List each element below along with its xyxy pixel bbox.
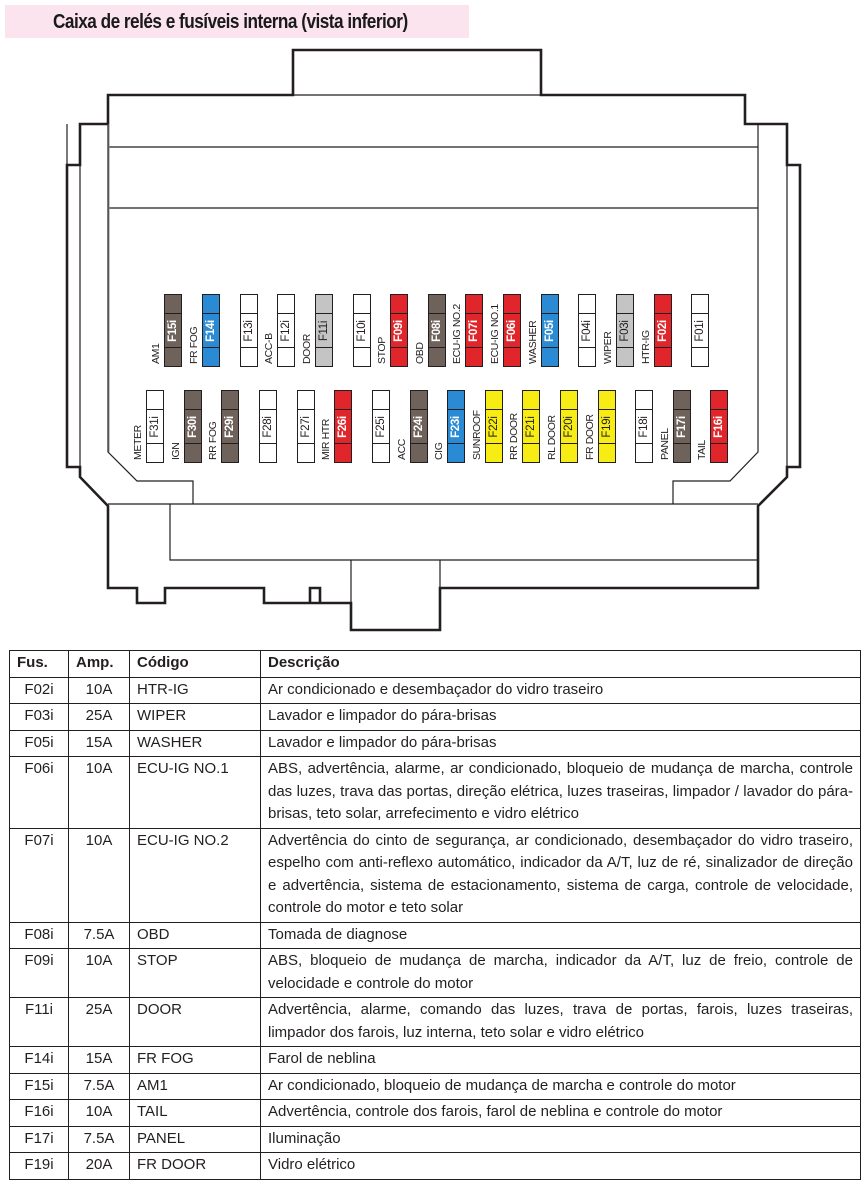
fuse-f23i bbox=[447, 390, 465, 463]
fuse-terminal-bottom bbox=[599, 443, 615, 462]
fuse-terminal-bottom bbox=[298, 443, 314, 462]
amperage-cell: 7.5A bbox=[69, 922, 130, 949]
fuse-circuit-label: METER bbox=[132, 425, 144, 460]
fuse-f26i bbox=[334, 390, 352, 463]
fuse-terminal-top bbox=[466, 295, 482, 314]
fuse-terminal-bottom bbox=[448, 443, 464, 462]
fuse-circuit-label: HTR-IG bbox=[640, 330, 652, 364]
fuse-id-label: F26i bbox=[337, 415, 349, 438]
fuse-terminal-bottom bbox=[523, 443, 539, 462]
description-cell: Advertência, alarme, comando das luzes, trava de portas, farois, luzes traseiras, limpador dos farois, luz interna, teto solar e vidro elétrico bbox=[261, 998, 861, 1047]
description-cell: Ar condicionado e desembaçador do vidro traseiro bbox=[261, 677, 861, 704]
fuse-terminal-bottom bbox=[335, 443, 351, 462]
fuse-id-label: F08i bbox=[431, 319, 443, 342]
amperage-cell: 10A bbox=[69, 828, 130, 922]
fuse-terminal-bottom bbox=[674, 443, 690, 462]
table-row bbox=[10, 949, 861, 998]
amperage-cell: 10A bbox=[69, 949, 130, 998]
fuse-terminal-top bbox=[655, 295, 671, 314]
header-fus: Fus. bbox=[10, 651, 69, 678]
fuse-f05i bbox=[541, 294, 559, 367]
fuse-id-cell: F06i bbox=[10, 757, 69, 829]
fuse-id-label: F25i bbox=[375, 415, 387, 438]
fuse-terminal-top bbox=[504, 295, 520, 314]
fuse-f01i bbox=[691, 294, 709, 367]
fuse-id-label: F31i bbox=[149, 415, 161, 438]
amperage-cell: 7.5A bbox=[69, 1073, 130, 1100]
fuse-terminal-bottom bbox=[636, 443, 652, 462]
fuse-f18i bbox=[635, 390, 653, 463]
code-cell: TAIL bbox=[130, 1100, 261, 1127]
fuse-terminal-top bbox=[316, 295, 332, 314]
table-row bbox=[10, 1126, 861, 1153]
fuse-id-cell: F05i bbox=[10, 730, 69, 757]
fuse-terminal-top bbox=[542, 295, 558, 314]
amperage-cell: 10A bbox=[69, 757, 130, 829]
fuse-id-label: F10i bbox=[356, 319, 368, 342]
fuse-f12i bbox=[277, 294, 295, 367]
amperage-cell: 20A bbox=[69, 1153, 130, 1180]
fuse-f29i bbox=[221, 390, 239, 463]
fuse-terminal-top bbox=[298, 391, 314, 410]
fuse-id-label: F30i bbox=[187, 415, 199, 438]
description-cell: Tomada de diagnose bbox=[261, 922, 861, 949]
fuse-terminal-top bbox=[147, 391, 163, 410]
fuse-id-label: F15i bbox=[167, 319, 179, 342]
fuse-circuit-label: PANEL bbox=[659, 428, 671, 460]
fuse-id-label: F05i bbox=[544, 319, 556, 342]
table-row bbox=[10, 1153, 861, 1180]
header-code: Código bbox=[130, 651, 261, 678]
fuse-terminal-top bbox=[711, 391, 727, 410]
description-cell: Advertência do cinto de segurança, ar condicionado, desembaçador do vidro traseiro, espelho com anti-reflexo automático, indicador da A/T, luz de ré, sinalizador de direção e advertência, sistema de estacionamento, sistema de carga, controle de velocidade, controle do motor e teto solar bbox=[261, 828, 861, 922]
fuse-f17i bbox=[673, 390, 691, 463]
fuse-f07i bbox=[465, 294, 483, 367]
fuse-id-label: F13i bbox=[243, 319, 255, 342]
fuse-circuit-label: FR FOG bbox=[188, 326, 200, 364]
fuse-id-cell: F07i bbox=[10, 828, 69, 922]
fuse-terminal-bottom bbox=[617, 347, 633, 366]
code-cell: HTR-IG bbox=[130, 677, 261, 704]
fuse-terminal-bottom bbox=[203, 347, 219, 366]
fuse-f20i bbox=[560, 390, 578, 463]
table-row bbox=[10, 828, 861, 922]
table-row bbox=[10, 1100, 861, 1127]
fuse-terminal-top bbox=[260, 391, 276, 410]
code-cell: STOP bbox=[130, 949, 261, 998]
fuse-circuit-label: WASHER bbox=[527, 320, 539, 364]
code-cell: FR DOOR bbox=[130, 1153, 261, 1180]
fuse-terminal-bottom bbox=[429, 347, 445, 366]
fuse-f24i bbox=[410, 390, 428, 463]
table-row bbox=[10, 757, 861, 829]
code-cell: ECU-IG NO.2 bbox=[130, 828, 261, 922]
description-cell: Farol de neblina bbox=[261, 1047, 861, 1074]
fuse-terminal-bottom bbox=[504, 347, 520, 366]
fuse-terminal-bottom bbox=[391, 347, 407, 366]
header-description: Descrição bbox=[261, 651, 861, 678]
fuse-f11i bbox=[315, 294, 333, 367]
fuse-f08i bbox=[428, 294, 446, 367]
fuse-terminal-bottom bbox=[655, 347, 671, 366]
fuse-terminal-bottom bbox=[579, 347, 595, 366]
header-amp: Amp. bbox=[69, 651, 130, 678]
fuse-id-label: F07i bbox=[468, 319, 480, 342]
fuse-terminal-top bbox=[429, 295, 445, 314]
amperage-cell: 25A bbox=[69, 998, 130, 1047]
fuse-id-label: F14i bbox=[205, 319, 217, 342]
fuse-id-label: F21i bbox=[525, 415, 537, 438]
fuse-f16i bbox=[710, 390, 728, 463]
fuse-table bbox=[9, 650, 861, 1180]
fuse-id-cell: F02i bbox=[10, 677, 69, 704]
fuse-circuit-label: IGN bbox=[170, 442, 182, 460]
fuse-circuit-label: RR DOOR bbox=[508, 413, 520, 460]
table-row bbox=[10, 677, 861, 704]
fuse-id-label: F09i bbox=[393, 319, 405, 342]
fuse-circuit-label: WIPER bbox=[602, 331, 614, 364]
description-cell: Lavador e limpador do pára-brisas bbox=[261, 730, 861, 757]
fuse-terminal-top bbox=[373, 391, 389, 410]
code-cell: WIPER bbox=[130, 704, 261, 731]
amperage-cell: 7.5A bbox=[69, 1126, 130, 1153]
fuse-id-cell: F15i bbox=[10, 1073, 69, 1100]
fuse-circuit-label: ACC bbox=[396, 439, 408, 460]
fuse-f27i bbox=[297, 390, 315, 463]
fuse-terminal-bottom bbox=[260, 443, 276, 462]
fuse-f15i bbox=[164, 294, 182, 367]
fuse-circuit-label: RL DOOR bbox=[546, 415, 558, 460]
code-cell: AM1 bbox=[130, 1073, 261, 1100]
fuse-terminal-top bbox=[523, 391, 539, 410]
fuse-terminal-top bbox=[203, 295, 219, 314]
fuse-id-cell: F19i bbox=[10, 1153, 69, 1180]
fuse-circuit-label: AM1 bbox=[150, 343, 162, 364]
fuse-terminal-top bbox=[448, 391, 464, 410]
fuse-id-label: F28i bbox=[262, 415, 274, 438]
table-row bbox=[10, 922, 861, 949]
fuse-terminal-bottom bbox=[165, 347, 181, 366]
fuse-f13i bbox=[240, 294, 258, 367]
fuse-id-label: F22i bbox=[488, 415, 500, 438]
fuse-id-cell: F11i bbox=[10, 998, 69, 1047]
fuse-id-label: F16i bbox=[713, 415, 725, 438]
fuse-circuit-label: ECU-IG NO.1 bbox=[489, 304, 501, 364]
fuse-id-label: F12i bbox=[280, 319, 292, 342]
code-cell: DOOR bbox=[130, 998, 261, 1047]
fuse-terminal-top bbox=[561, 391, 577, 410]
fuse-terminal-bottom bbox=[486, 443, 502, 462]
code-cell: PANEL bbox=[130, 1126, 261, 1153]
fuse-terminal-top bbox=[278, 295, 294, 314]
fuse-f02i bbox=[654, 294, 672, 367]
fuse-f14i bbox=[202, 294, 220, 367]
fuse-circuit-label: CIG bbox=[433, 442, 445, 460]
fuse-circuit-label: DOOR bbox=[301, 334, 313, 364]
description-cell: Ar condicionado, bloqueio de mudança de marcha e controle do motor bbox=[261, 1073, 861, 1100]
description-cell: Vidro elétrico bbox=[261, 1153, 861, 1180]
fuse-circuit-label: TAIL bbox=[696, 440, 708, 460]
fuse-id-label: F19i bbox=[601, 415, 613, 438]
table-row bbox=[10, 730, 861, 757]
fuse-terminal-bottom bbox=[147, 443, 163, 462]
fuse-id-label: F18i bbox=[638, 415, 650, 438]
fuse-id-label: F27i bbox=[300, 415, 312, 438]
fuse-terminal-top bbox=[636, 391, 652, 410]
fuse-terminal-top bbox=[185, 391, 201, 410]
table-body bbox=[10, 677, 861, 1179]
fuse-terminal-bottom bbox=[711, 443, 727, 462]
fuse-terminal-bottom bbox=[692, 347, 708, 366]
amperage-cell: 10A bbox=[69, 1100, 130, 1127]
amperage-cell: 15A bbox=[69, 730, 130, 757]
fuse-terminal-bottom bbox=[411, 443, 427, 462]
fuse-terminal-bottom bbox=[373, 443, 389, 462]
fuse-terminal-top bbox=[617, 295, 633, 314]
code-cell: WASHER bbox=[130, 730, 261, 757]
fuse-terminal-bottom bbox=[241, 347, 257, 366]
fuse-f03i bbox=[616, 294, 634, 367]
fuse-terminal-bottom bbox=[278, 347, 294, 366]
fuse-terminal-top bbox=[354, 295, 370, 314]
fuse-circuit-label: RR FOG bbox=[207, 421, 219, 460]
fuse-terminal-top bbox=[692, 295, 708, 314]
fuse-terminal-top bbox=[486, 391, 502, 410]
table-row bbox=[10, 704, 861, 731]
fuse-circuit-label: MIR HTR bbox=[320, 419, 332, 460]
fuse-id-cell: F14i bbox=[10, 1047, 69, 1074]
description-cell: Advertência, controle dos farois, farol de neblina e controle do motor bbox=[261, 1100, 861, 1127]
fuse-terminal-bottom bbox=[354, 347, 370, 366]
fuse-terminal-top bbox=[411, 391, 427, 410]
fuse-f22i bbox=[485, 390, 503, 463]
fuse-id-label: F20i bbox=[563, 415, 575, 438]
amperage-cell: 15A bbox=[69, 1047, 130, 1074]
fuse-circuit-label: STOP bbox=[376, 337, 388, 364]
table-header-row bbox=[10, 651, 861, 678]
fuse-circuit-label: FR DOOR bbox=[584, 414, 596, 460]
fuse-f09i bbox=[390, 294, 408, 367]
fuse-id-cell: F03i bbox=[10, 704, 69, 731]
fuse-terminal-top bbox=[391, 295, 407, 314]
page-title: Caixa de relés e fusíveis interna (vista inferior) bbox=[53, 11, 408, 33]
code-cell: ECU-IG NO.1 bbox=[130, 757, 261, 829]
fuse-terminal-top bbox=[599, 391, 615, 410]
fuse-f10i bbox=[353, 294, 371, 367]
fuse-terminal-top bbox=[579, 295, 595, 314]
fuse-f25i bbox=[372, 390, 390, 463]
fuse-id-cell: F08i bbox=[10, 922, 69, 949]
table-row bbox=[10, 998, 861, 1047]
fuse-f06i bbox=[503, 294, 521, 367]
fuse-terminal-bottom bbox=[542, 347, 558, 366]
fuse-f31i bbox=[146, 390, 164, 463]
fuse-id-label: F17i bbox=[676, 415, 688, 438]
fuse-terminal-top bbox=[335, 391, 351, 410]
fuse-circuit-label: OBD bbox=[414, 342, 426, 364]
fuse-terminal-bottom bbox=[316, 347, 332, 366]
fuse-f21i bbox=[522, 390, 540, 463]
fuse-id-cell: F17i bbox=[10, 1126, 69, 1153]
description-cell: Lavador e limpador do pára-brisas bbox=[261, 704, 861, 731]
table-row bbox=[10, 1047, 861, 1074]
fuse-terminal-bottom bbox=[466, 347, 482, 366]
fuse-circuit-label: ACC-B bbox=[263, 333, 275, 364]
fuse-terminal-top bbox=[165, 295, 181, 314]
amperage-cell: 10A bbox=[69, 677, 130, 704]
fuse-id-label: F02i bbox=[657, 319, 669, 342]
fuse-terminal-top bbox=[222, 391, 238, 410]
amperage-cell: 25A bbox=[69, 704, 130, 731]
fuse-id-label: F29i bbox=[224, 415, 236, 438]
fuse-terminal-top bbox=[241, 295, 257, 314]
description-cell: ABS, advertência, alarme, ar condicionado, bloqueio de mudança de marcha, controle das luzes, trava das portas, direção elétrica, luzes traseiras, limpador / lavador do pára-brisas, teto solar, arrefecimento e vidro elétrico bbox=[261, 757, 861, 829]
fuse-id-label: F01i bbox=[694, 319, 706, 342]
fuse-terminal-top bbox=[674, 391, 690, 410]
code-cell: FR FOG bbox=[130, 1047, 261, 1074]
fuse-id-cell: F09i bbox=[10, 949, 69, 998]
description-cell: Iluminação bbox=[261, 1126, 861, 1153]
fuse-f30i bbox=[184, 390, 202, 463]
fuse-id-label: F23i bbox=[450, 415, 462, 438]
code-cell: OBD bbox=[130, 922, 261, 949]
fuse-terminal-bottom bbox=[185, 443, 201, 462]
fuse-terminal-bottom bbox=[222, 443, 238, 462]
fuse-id-label: F24i bbox=[413, 415, 425, 438]
fuse-f19i bbox=[598, 390, 616, 463]
fuse-id-label: F06i bbox=[506, 319, 518, 342]
fuse-id-label: F03i bbox=[619, 319, 631, 342]
fuse-f28i bbox=[259, 390, 277, 463]
fuse-f04i bbox=[578, 294, 596, 367]
fuse-circuit-label: SUNROOF bbox=[471, 410, 483, 460]
fuse-id-label: F11i bbox=[318, 320, 330, 341]
fuse-terminal-bottom bbox=[561, 443, 577, 462]
table-row bbox=[10, 1073, 861, 1100]
fuse-id-cell: F16i bbox=[10, 1100, 69, 1127]
fuse-id-label: F04i bbox=[581, 319, 593, 342]
fuse-circuit-label: ECU-IG NO.2 bbox=[451, 304, 463, 364]
description-cell: ABS, bloqueio de mudança de marcha, indicador da A/T, luz de freio, controle de velocidade e controle do motor bbox=[261, 949, 861, 998]
